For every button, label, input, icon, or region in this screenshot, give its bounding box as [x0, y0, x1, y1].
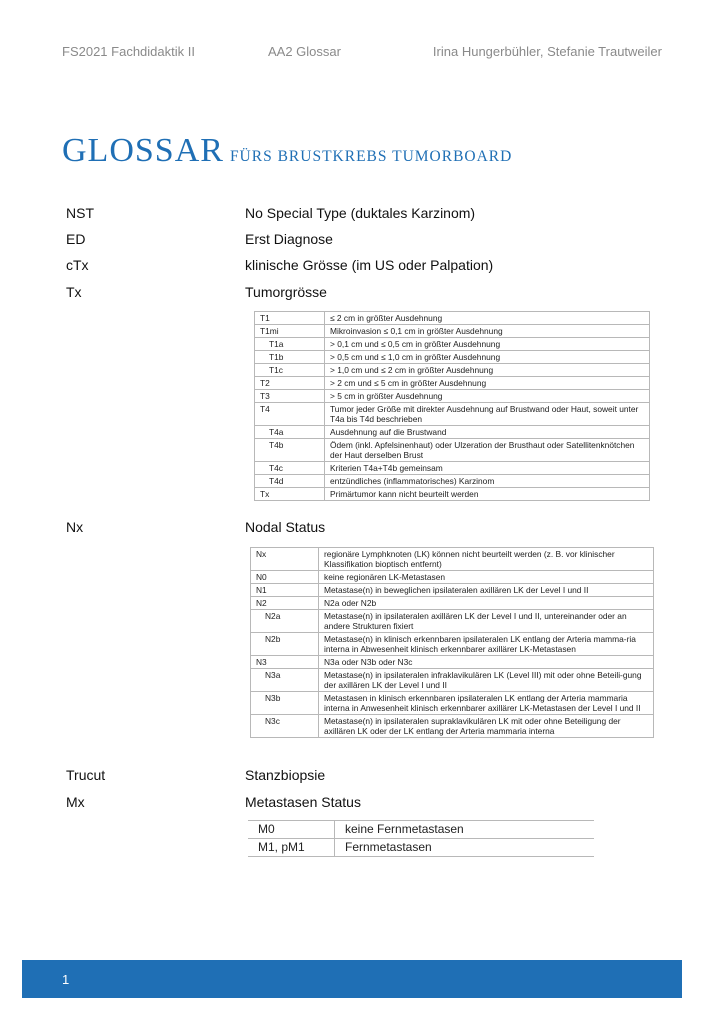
table-desc: Metastase(n) in ipsilateralen supraklavikulären LK mit oder ohne Beteiligung der axillären LK oder der LK entlang der Arteria mammaria interna: [319, 715, 654, 738]
glossary-def-ctx: klinische Grösse (im US oder Palpation): [245, 257, 494, 273]
table-code: N3b: [251, 692, 319, 715]
page-title: [62, 132, 512, 170]
table-code: N2: [251, 597, 319, 610]
table-row: [251, 669, 654, 692]
table-desc: Metastase(n) in ipsilateralen infraklavikulären LK (Level III) mit oder ohne Beteili-gung der axillären LK der Level I und II: [319, 669, 654, 692]
table-code: N2a: [251, 610, 319, 633]
m-classification-table: [248, 820, 594, 857]
table-desc: N2a oder N2b: [319, 597, 654, 610]
table-desc: entzündliches (inflammatorisches) Karzinom: [325, 475, 650, 488]
table-desc: > 0,5 cm und ≤ 1,0 cm in größter Ausdehnung: [325, 351, 650, 364]
table-code: M1, pM1: [248, 839, 335, 857]
table-row: [255, 426, 650, 439]
table-code: T4a: [255, 426, 325, 439]
table-row: [251, 584, 654, 597]
table-desc: Primärtumor kann nicht beurteilt werden: [325, 488, 650, 501]
table-code: T4: [255, 403, 325, 426]
table-desc: > 1,0 cm und ≤ 2 cm in größter Ausdehnung: [325, 364, 650, 377]
table-code: T4d: [255, 475, 325, 488]
table-code: T1a: [255, 338, 325, 351]
table-code: N3a: [251, 669, 319, 692]
glossary-term-nst: NST: [66, 205, 94, 221]
table-row: [255, 462, 650, 475]
table-desc: Metastase(n) in ipsilateralen axillären LK der Level I und II, untereinander oder an andere Strukturen fixiert: [319, 610, 654, 633]
table-desc: Fernmetastasen: [335, 839, 595, 857]
table-code: N3: [251, 656, 319, 669]
glossary-term-ed: ED: [66, 231, 86, 247]
glossary-def-nx: Nodal Status: [245, 519, 326, 535]
table-code: T3: [255, 390, 325, 403]
table-code: Nx: [251, 548, 319, 571]
table-row: [255, 312, 650, 325]
page-number: 1: [62, 972, 70, 987]
table-code: T1c: [255, 364, 325, 377]
table-row: [251, 610, 654, 633]
table-desc: > 0,1 cm und ≤ 0,5 cm in größter Ausdehnung: [325, 338, 650, 351]
title-main: GLOSSAR: [62, 132, 224, 169]
table-row: [255, 390, 650, 403]
table-row: [255, 338, 650, 351]
title-subtitle: FÜRS BRUSTKREBS TUMORBOARD: [229, 148, 513, 165]
table-desc: Metastasen in klinisch erkennbaren ipsilateralen LK entlang der Arteria mammaria interna in Anwesenheit klinisch erkennbarer axillärer LK-Metastasen der Level I und II: [319, 692, 654, 715]
table-desc: ≤ 2 cm in größter Ausdehnung: [325, 312, 650, 325]
table-code: T4c: [255, 462, 325, 475]
glossary-term-mx: Mx: [66, 794, 85, 810]
table-code: N3c: [251, 715, 319, 738]
table-row: [255, 377, 650, 390]
table-desc: Ödem (inkl. Apfelsinenhaut) oder Ulzeration der Brusthaut oder Satellitenknötchen der Haut derselben Brust: [325, 439, 650, 462]
table-code: T1b: [255, 351, 325, 364]
table-code: N2b: [251, 633, 319, 656]
table-code: T1mi: [255, 325, 325, 338]
table-row: [251, 548, 654, 571]
glossary-def-nst: No Special Type (duktales Karzinom): [245, 205, 476, 221]
table-row: [248, 839, 594, 857]
glossary-def-tx: Tumorgrösse: [245, 284, 327, 300]
table-row: [255, 351, 650, 364]
table-code: M0: [248, 821, 335, 839]
table-row: [251, 571, 654, 584]
table-desc: Kriterien T4a+T4b gemeinsam: [325, 462, 650, 475]
table-code: T4b: [255, 439, 325, 462]
glossary-def-trucut: Stanzbiopsie: [245, 767, 326, 783]
table-desc: keine Fernmetastasen: [335, 821, 595, 839]
table-row: [255, 488, 650, 501]
table-desc: Mikroinvasion ≤ 0,1 cm in größter Ausdehnung: [325, 325, 650, 338]
footer-bar: [22, 960, 682, 998]
table-code: Tx: [255, 488, 325, 501]
table-desc: Metastase(n) in klinisch erkennbaren ipsilateralen LK entlang der Arteria mamma-ria interna in Abwesenheit klinisch erkennbarer axillärer LK-Metastasen: [319, 633, 654, 656]
table-desc: > 2 cm und ≤ 5 cm in größter Ausdehnung: [325, 377, 650, 390]
table-code: N1: [251, 584, 319, 597]
table-desc: Metastase(n) in beweglichen ipsilateralen axillären LK der Level I und II: [319, 584, 654, 597]
table-code: T1: [255, 312, 325, 325]
table-desc: Tumor jeder Größe mit direkter Ausdehnung auf Brustwand oder Haut, soweit unter T4a bis T4d beschrieben: [325, 403, 650, 426]
table-desc: keine regionären LK-Metastasen: [319, 571, 654, 584]
table-code: T2: [255, 377, 325, 390]
table-row: [255, 439, 650, 462]
glossary-term-tx: Tx: [66, 284, 82, 300]
table-row: [251, 715, 654, 738]
header-assignment: AA2 Glossar: [268, 44, 341, 59]
table-row: [251, 656, 654, 669]
header-course: FS2021 Fachdidaktik II: [62, 44, 195, 59]
table-row: [251, 692, 654, 715]
table-row: [248, 821, 594, 839]
table-row: [251, 597, 654, 610]
t-classification-table: [254, 311, 650, 501]
glossary-term-trucut: Trucut: [66, 767, 106, 783]
n-classification-table: [250, 547, 654, 738]
glossary-term-nx: Nx: [66, 519, 84, 535]
table-row: [255, 475, 650, 488]
table-desc: Ausdehnung auf die Brustwand: [325, 426, 650, 439]
table-row: [255, 325, 650, 338]
glossary-term-ctx: cTx: [66, 257, 89, 273]
table-desc: N3a oder N3b oder N3c: [319, 656, 654, 669]
table-desc: > 5 cm in größter Ausdehnung: [325, 390, 650, 403]
glossary-def-ed: Erst Diagnose: [245, 231, 333, 247]
table-row: [255, 364, 650, 377]
header-authors: Irina Hungerbühler, Stefanie Trautweiler: [432, 44, 662, 59]
table-desc: regionäre Lymphknoten (LK) können nicht beurteilt werden (z. B. vor klinischer Klassifikation bioptisch entfernt): [319, 548, 654, 571]
table-row: [255, 403, 650, 426]
table-code: N0: [251, 571, 319, 584]
table-row: [251, 633, 654, 656]
glossary-def-mx: Metastasen Status: [245, 794, 361, 810]
